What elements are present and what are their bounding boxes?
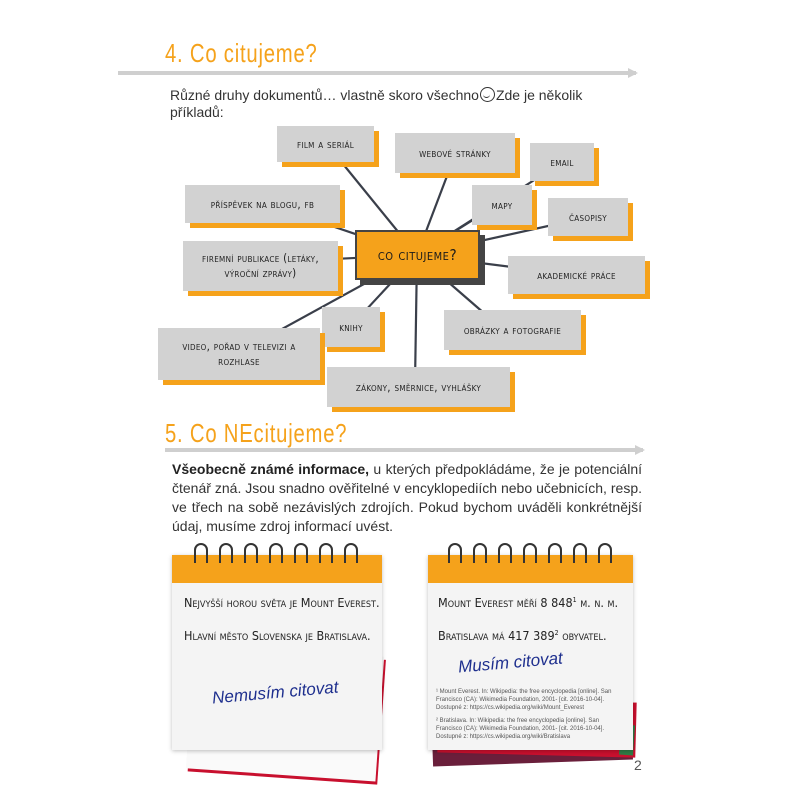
note-left-stamp: Nemusím citovat bbox=[211, 677, 340, 708]
footnote-ref-1: 1 bbox=[572, 595, 577, 604]
section-4-title: 4. Co citujeme? bbox=[165, 38, 318, 68]
note-right-sheet bbox=[428, 555, 633, 750]
ring-icon bbox=[194, 543, 208, 563]
note-right-line-2a: Bratislava má 417 389 bbox=[438, 628, 555, 643]
note-right bbox=[428, 555, 643, 770]
mindmap-node-video: video, pořad v televizi a rozhlase bbox=[158, 328, 320, 380]
note-right-line-2b: obyvatel. bbox=[558, 628, 607, 643]
note-left bbox=[172, 555, 390, 770]
page-number: 2 bbox=[634, 757, 642, 773]
section-5-text: u kterých předpokládáme, že je potenciální čtenář zná. Jsou snadno ověřitelné v encyklopediích nebo učebnicích, resp. ve třech na sobě nezávislých zdrojích. Pokud bychom uváděli konkrétnější údaj, musíme zdroj informací uvést. bbox=[172, 461, 642, 534]
mindmap-node-mapy: mapy bbox=[472, 185, 532, 225]
section-5-bold: Všeobecně známé informace, bbox=[172, 461, 370, 477]
footnote-2: ² Bratislava. In: Wikipedia: the free encyclopedia [online]. San Francisco (CA): Wikimedia Foundation, 2001- [cit. 2016-10-04]. Dostupné z: https://cs.wikipedia.org/wiki/Bratislava bbox=[436, 718, 605, 740]
note-right-stamp: Musím citovat bbox=[457, 648, 564, 677]
note-left-line-2: Hlavní město Slovenska je Bratislava. bbox=[184, 628, 371, 643]
note-right-line-2 bbox=[438, 628, 607, 643]
note-right-line-1 bbox=[438, 595, 618, 610]
ring-icon bbox=[523, 543, 537, 563]
footnote-ref-2: 2 bbox=[554, 628, 559, 637]
mindmap-center: co citujeme? bbox=[355, 230, 480, 280]
note-right-line-1a: Mount Everest měří 8 848 bbox=[438, 595, 573, 610]
mindmap-node-zakony: zákony, směrnice, vyhlášky bbox=[327, 367, 510, 407]
mindmap-node-akademicke: akademické práce bbox=[508, 256, 645, 294]
mindmap-node-obrazky: obrázky a fotografie bbox=[444, 310, 581, 350]
ring-icon bbox=[294, 543, 308, 563]
ring-icon bbox=[598, 543, 612, 563]
mindmap-node-blog: příspěvek na blogu, fb bbox=[185, 185, 340, 223]
mindmap-node-knihy: knihy bbox=[322, 307, 380, 347]
mindmap-node-web: webové stránky bbox=[395, 133, 515, 173]
intro-text-b: Zde je několik příkladů: bbox=[170, 87, 583, 120]
mindmap-node-email: email bbox=[530, 143, 594, 181]
intro-text-a: Různé druhy dokumentů… vlastně skoro všechno bbox=[170, 87, 479, 103]
ring-icon bbox=[573, 543, 587, 563]
section-5-paragraph bbox=[172, 460, 642, 536]
section-5-title: 5. Co NEcitujeme? bbox=[165, 418, 348, 448]
ring-icon bbox=[269, 543, 283, 563]
note-left-sheet bbox=[172, 555, 382, 750]
ring-icon bbox=[244, 543, 258, 563]
ring-icon bbox=[548, 543, 562, 563]
ring-icon bbox=[319, 543, 333, 563]
ring-icon bbox=[498, 543, 512, 563]
footnote-1: ¹ Mount Everest. In: Wikipedia: the free encyclopedia [online]. San Francisco (CA): Wikimedia Foundation, 2001- [cit. 2016-10-04]. Dostupné z: https://cs.wikipedia.org/wiki/Mount_Everest bbox=[436, 689, 612, 711]
ring-icon bbox=[448, 543, 462, 563]
mindmap-node-casopisy: časopisy bbox=[548, 198, 628, 236]
note-right-line-1b: m. n. m. bbox=[576, 595, 619, 610]
mindmap-node-firemni: firemní publikace (letáky, výroční zprávy) bbox=[183, 241, 338, 291]
section-5-divider bbox=[165, 448, 643, 452]
note-left-line-1: Nejvyšší horou světa je Mount Everest. bbox=[184, 595, 380, 610]
mindmap-node-film: film a seriál bbox=[277, 126, 374, 162]
ring-icon bbox=[344, 543, 358, 563]
ring-icon bbox=[473, 543, 487, 563]
ring-icon bbox=[219, 543, 233, 563]
